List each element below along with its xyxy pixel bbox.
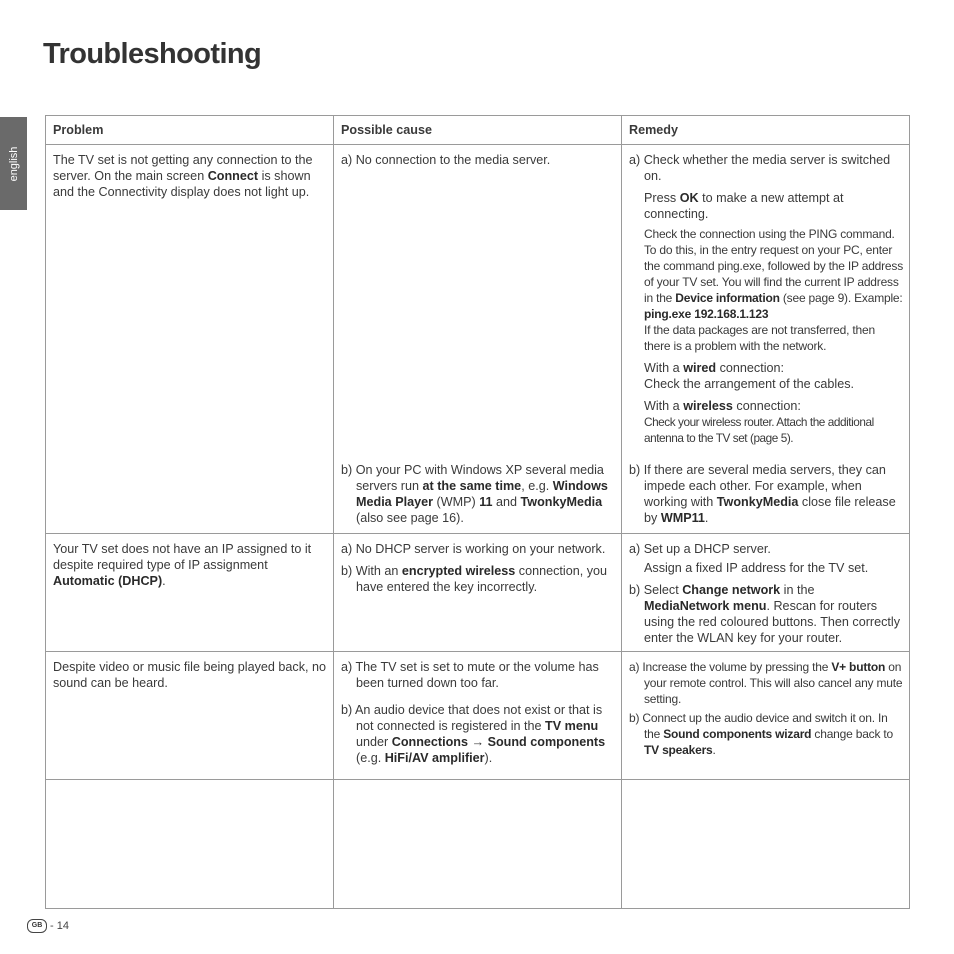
table-row xyxy=(46,534,910,652)
problem-cell: Your TV set does not have an IP assigned to it despite required type of IP assignment Automatic (DHCP). xyxy=(53,542,312,588)
remedy-cell xyxy=(622,652,909,758)
table-row-empty xyxy=(46,780,910,909)
cause-cell xyxy=(334,534,621,595)
remedy-text: Check the connection using the PING command. To do this, in the entry request on your PC, enter the command ping.exe, followed by the IP address of your TV set. You will find the current IP address in the Device information (see page 9). Example: ping.exe 192.168.1.123 If the data packages are not transferred, then there is a problem with the network. xyxy=(644,227,904,353)
remedy-item: a) Increase the volume by pressing the V+ button on your remote control. This will also cancel any mute setting. xyxy=(629,660,903,706)
cause-cell xyxy=(334,652,621,766)
cause-item: a) The TV set is set to mute or the volume has been turned down too far. xyxy=(341,660,599,690)
troubleshooting-table xyxy=(45,115,910,909)
remedy-item: b) Connect up the audio device and switch it on. In the Sound components wizard change back to TV speakers. xyxy=(629,711,894,757)
table-header-row xyxy=(46,116,910,145)
problem-cell: The TV set is not getting any connection to the server. On the main screen Connect is shown and the Connectivity display does not light up. xyxy=(53,153,313,199)
ping-command: ping.exe 192.168.1.123 xyxy=(644,307,769,321)
remedy-cell xyxy=(622,534,909,646)
remedy-item: b) If there are several media servers, they can impede each other. For example, when working with TwonkyMedia close file release by WMP11. xyxy=(629,463,896,525)
remedy-text: Assign a fixed IP address for the TV set. xyxy=(644,561,869,575)
cause-item: a) No DHCP server is working on your network. xyxy=(341,542,606,556)
remedy-text: With a wired connection: Check the arrangement of the cables. xyxy=(644,361,855,391)
cause-item: b) An audio device that does not exist or that is not connected is registered in the TV menu under Connections → Sound components (e.g. HiFi/AV amplifier). xyxy=(341,703,606,765)
language-tab-label: english xyxy=(7,146,20,181)
table-row xyxy=(46,145,910,534)
language-tab xyxy=(0,117,27,210)
remedy-item: a) Check whether the media server is switched on. xyxy=(629,153,891,183)
remedy-item: b) Select Change network in the MediaNetwork menu. Rescan for routers using the red coloured buttons. Then correctly enter the WLAN key for your router. xyxy=(629,583,900,645)
country-gb-icon: GB xyxy=(27,919,47,933)
remedy-text: Press OK to make a new attempt at connecting. xyxy=(644,191,844,221)
remedy-cell xyxy=(622,145,909,533)
page-title: Troubleshooting xyxy=(43,38,262,70)
remedy-text: With a wireless connection: Check your wireless router. Attach the additional antenna to the TV set (page 5). xyxy=(644,399,874,445)
column-header-problem: Problem xyxy=(53,123,104,137)
column-header-remedy: Remedy xyxy=(629,123,678,137)
cause-item: b) On your PC with Windows XP several media servers run at the same time, e.g. Windows Media Player (WMP) 11 and TwonkyMedia (also see page 16). xyxy=(341,463,608,525)
cause-item: b) With an encrypted wireless connection, you have entered the key incorrectly. xyxy=(341,564,608,594)
page-footer xyxy=(27,919,69,933)
remedy-item: a) Set up a DHCP server. xyxy=(629,542,771,556)
column-header-cause: Possible cause xyxy=(341,123,433,137)
problem-cell: Despite video or music file being played back, no sound can be heard. xyxy=(53,660,327,690)
cause-cell xyxy=(334,145,621,533)
cause-item: a) No connection to the media server. xyxy=(341,153,551,167)
table-row xyxy=(46,652,910,780)
page-number: - 14 xyxy=(50,920,69,932)
